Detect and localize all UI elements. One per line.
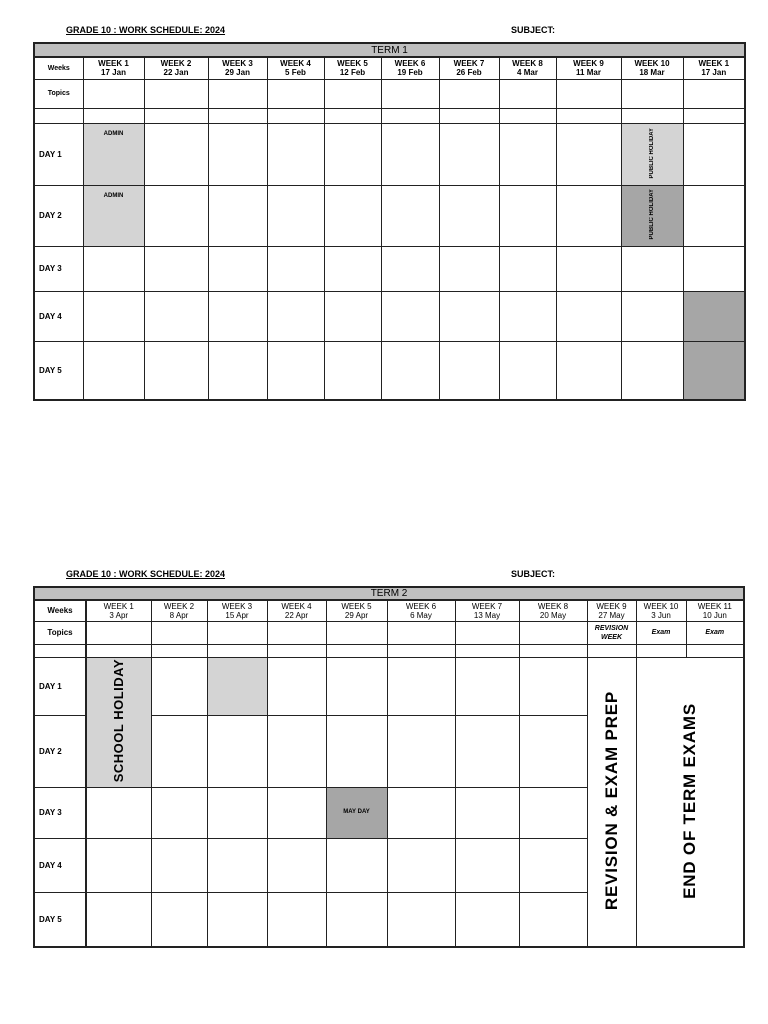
week-header: WEEK 7 26 Feb bbox=[439, 57, 499, 79]
week-header: WEEK 2 22 Jan bbox=[144, 57, 208, 79]
week-header: WEEK 5 29 Apr bbox=[326, 600, 387, 621]
day-label: DAY 3 bbox=[34, 246, 83, 291]
day-label: DAY 1 bbox=[34, 657, 86, 715]
weeks-label: Weeks bbox=[34, 600, 86, 621]
week-header: WEEK 2 8 Apr bbox=[151, 600, 207, 621]
term2-schedule-table bbox=[33, 586, 745, 948]
may-day-cell: MAY DAY bbox=[326, 787, 387, 838]
weeks-label: Weeks bbox=[34, 57, 83, 79]
week-header: WEEK 8 20 May bbox=[519, 600, 587, 621]
term1-day2-row bbox=[34, 185, 745, 246]
schedule-title-term2: GRADE 10 : WORK SCHEDULE: 2024 bbox=[66, 569, 226, 579]
day-label: DAY 3 bbox=[34, 787, 86, 838]
exam-note: Exam bbox=[686, 621, 744, 644]
week-header: WEEK 11 10 Jun bbox=[686, 600, 744, 621]
schedule-title-term1: GRADE 10 : WORK SCHEDULE: 2024 bbox=[66, 25, 226, 35]
week-header: WEEK 3 15 Apr bbox=[207, 600, 267, 621]
term1-topics-row bbox=[34, 79, 745, 108]
term1-day1-row bbox=[34, 123, 745, 185]
term1-spacer-row bbox=[34, 108, 745, 123]
term2-spacer-row bbox=[34, 644, 744, 657]
week-header: WEEK 5 12 Feb bbox=[324, 57, 381, 79]
public-holiday-cell: PUBLIC HOLIDAY bbox=[621, 123, 683, 185]
week-header: WEEK 7 13 May bbox=[455, 600, 519, 621]
shaded-cell bbox=[683, 291, 745, 341]
end-of-term-exams-cell: END OF TERM EXAMS bbox=[636, 657, 744, 947]
topics-label: Topics bbox=[34, 79, 83, 108]
term1-heading: TERM 1 bbox=[34, 43, 745, 57]
term2-day1-row bbox=[34, 657, 744, 715]
admin-cell: ADMIN bbox=[83, 185, 144, 246]
week-header: WEEK 6 6 May bbox=[387, 600, 455, 621]
week-header: WEEK 10 3 Jun bbox=[636, 600, 686, 621]
term1-weeks-row bbox=[34, 57, 745, 79]
revision-week-note: REVISION WEEK bbox=[587, 621, 636, 644]
week-header: WEEK 1 3 Apr bbox=[86, 600, 151, 621]
day-label: DAY 5 bbox=[34, 892, 86, 947]
term1-schedule-table bbox=[33, 42, 746, 401]
week-header: WEEK 9 27 May bbox=[587, 600, 636, 621]
subject-label-term2: SUBJECT: bbox=[511, 569, 556, 579]
shaded-cell bbox=[683, 341, 745, 400]
day-label: DAY 5 bbox=[34, 341, 83, 400]
term1-day4-row bbox=[34, 291, 745, 341]
subject-label-term1: SUBJECT: bbox=[511, 25, 556, 35]
term1-day3-row bbox=[34, 246, 745, 291]
week-header: WEEK 6 19 Feb bbox=[381, 57, 439, 79]
revision-exam-prep-cell: REVISION & EXAM PREP bbox=[587, 657, 636, 947]
school-holiday-cell: SCHOOL HOLIDAY bbox=[86, 657, 151, 787]
topics-label: Topics bbox=[34, 621, 86, 644]
week-header: WEEK 1 17 Jan bbox=[683, 57, 745, 79]
shaded-cell bbox=[207, 657, 267, 715]
term2-weeks-row bbox=[34, 600, 744, 621]
day-label: DAY 1 bbox=[34, 123, 83, 185]
day-label: DAY 4 bbox=[34, 291, 83, 341]
term2-heading: TERM 2 bbox=[34, 587, 744, 600]
week-header: WEEK 4 22 Apr bbox=[267, 600, 326, 621]
term1-day5-row bbox=[34, 341, 745, 400]
week-header: WEEK 1 17 Jan bbox=[83, 57, 144, 79]
day-label: DAY 2 bbox=[34, 715, 86, 787]
week-header: WEEK 8 4 Mar bbox=[499, 57, 556, 79]
day-label: DAY 2 bbox=[34, 185, 83, 246]
week-header: WEEK 4 5 Feb bbox=[267, 57, 324, 79]
week-header: WEEK 3 29 Jan bbox=[208, 57, 267, 79]
week-header: WEEK 10 18 Mar bbox=[621, 57, 683, 79]
term2-topics-row bbox=[34, 621, 744, 644]
day-label: DAY 4 bbox=[34, 838, 86, 892]
exam-note: Exam bbox=[636, 621, 686, 644]
public-holiday-cell: PUBLIC HOLIDAY bbox=[621, 185, 683, 246]
week-header: WEEK 9 11 Mar bbox=[556, 57, 621, 79]
admin-cell: ADMIN bbox=[83, 123, 144, 185]
